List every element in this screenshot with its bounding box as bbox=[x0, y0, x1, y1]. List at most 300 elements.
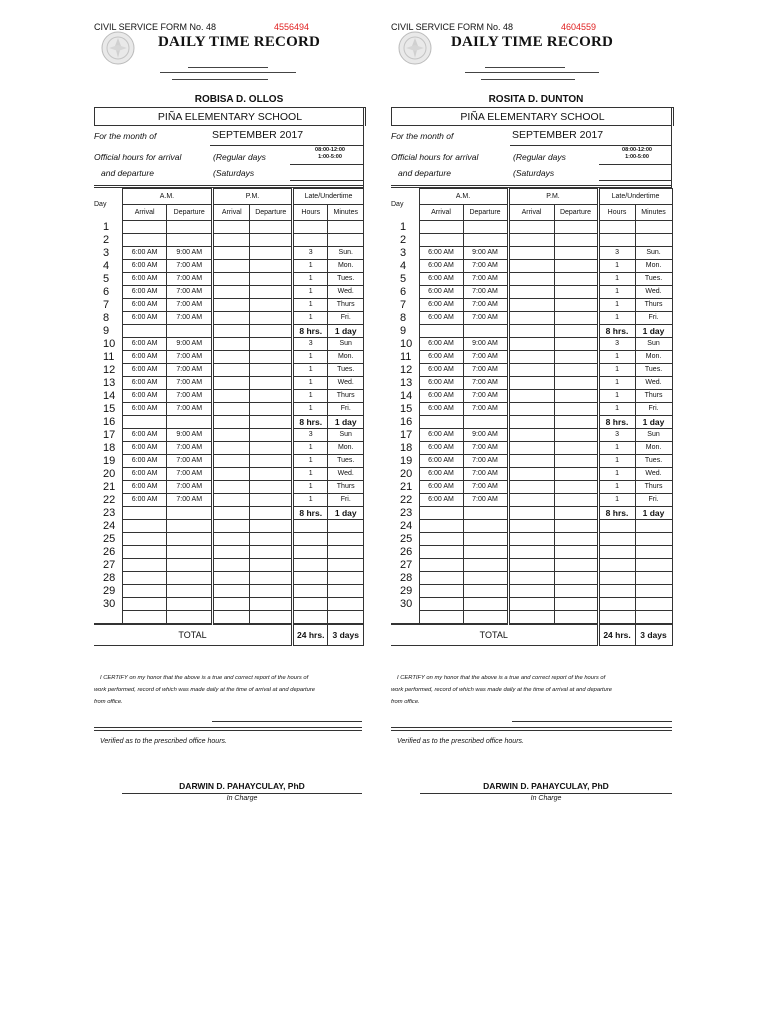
table-header-row bbox=[391, 189, 672, 205]
departure-header: Departure bbox=[554, 205, 598, 221]
total-days: 3 days bbox=[635, 624, 672, 646]
am-departure-cell: 7:00 AM bbox=[167, 286, 213, 299]
am-departure-cell bbox=[463, 546, 508, 559]
am-departure-cell bbox=[167, 533, 213, 546]
pm-departure-cell bbox=[250, 416, 293, 429]
pm-departure-cell bbox=[250, 273, 293, 286]
pm-departure-cell bbox=[250, 520, 293, 533]
pm-departure-cell bbox=[554, 559, 598, 572]
late-minutes-cell bbox=[635, 234, 672, 247]
am-header: A.M. bbox=[122, 189, 212, 205]
pm-arrival-cell bbox=[508, 520, 554, 533]
late-minutes-cell bbox=[635, 520, 672, 533]
employee-name: ROBISA D. OLLOS bbox=[194, 94, 284, 105]
day-number: 29 bbox=[94, 585, 122, 598]
late-minutes-cell: Wed. bbox=[635, 377, 672, 390]
pm-departure-cell bbox=[554, 455, 598, 468]
am-arrival-cell: 6:00 AM bbox=[419, 338, 463, 351]
day-number: 30 bbox=[94, 598, 122, 611]
pm-arrival-cell bbox=[508, 338, 554, 351]
am-arrival-cell bbox=[122, 533, 167, 546]
arrival-header: Arrival bbox=[508, 205, 554, 221]
late-minutes-cell: Wed. bbox=[328, 377, 364, 390]
page-title: DAILY TIME RECORD bbox=[450, 34, 614, 50]
table-row bbox=[391, 390, 672, 403]
am-arrival-cell: 6:00 AM bbox=[122, 442, 167, 455]
pm-departure-cell bbox=[250, 442, 293, 455]
am-arrival-cell bbox=[419, 234, 463, 247]
late-hours-cell: 1 bbox=[293, 351, 328, 364]
table-row bbox=[391, 520, 672, 533]
am-arrival-cell: 6:00 AM bbox=[419, 377, 463, 390]
pm-departure-cell bbox=[250, 247, 293, 260]
am-departure-cell bbox=[167, 520, 213, 533]
school-name: PIÑA ELEMENTARY SCHOOL bbox=[391, 107, 674, 126]
pm-departure-cell bbox=[554, 546, 598, 559]
pm-departure-cell bbox=[250, 299, 293, 312]
pm-departure-cell bbox=[554, 533, 598, 546]
official-hours-pm: 1:00-5:00 bbox=[625, 154, 649, 160]
late-hours-cell bbox=[598, 585, 635, 598]
day-number: 5 bbox=[391, 273, 419, 286]
employee-name: ROSITA D. DUNTON bbox=[488, 94, 584, 105]
late-hours-cell: 3 bbox=[293, 247, 328, 260]
in-charge-title: In Charge bbox=[530, 795, 562, 802]
late-hours-cell: 1 bbox=[598, 273, 635, 286]
day-number: 11 bbox=[94, 351, 122, 364]
late-hours-cell: 1 bbox=[293, 286, 328, 299]
day-number: 13 bbox=[94, 377, 122, 390]
am-departure-cell bbox=[167, 221, 213, 234]
table-row bbox=[391, 260, 672, 273]
table-row bbox=[391, 494, 672, 507]
page-title: DAILY TIME RECORD bbox=[157, 34, 321, 50]
divider bbox=[481, 79, 575, 80]
am-arrival-cell bbox=[122, 221, 167, 234]
late-minutes-cell bbox=[328, 572, 364, 585]
late-hours-cell bbox=[293, 559, 328, 572]
month-label: For the month of bbox=[391, 131, 454, 141]
late-hours-cell: 1 bbox=[293, 468, 328, 481]
late-hours-cell: 8 hrs. bbox=[598, 507, 635, 520]
pm-arrival-cell bbox=[213, 416, 250, 429]
am-departure-cell: 7:00 AM bbox=[167, 299, 213, 312]
month-label: For the month of bbox=[94, 131, 157, 141]
day-number bbox=[94, 611, 122, 625]
am-departure-cell: 7:00 AM bbox=[463, 299, 508, 312]
day-number: 26 bbox=[391, 546, 419, 559]
pm-arrival-cell bbox=[213, 546, 250, 559]
late-hours-cell: 1 bbox=[598, 377, 635, 390]
am-arrival-cell: 6:00 AM bbox=[419, 312, 463, 325]
table-row bbox=[391, 442, 672, 455]
pm-arrival-cell bbox=[508, 611, 554, 625]
am-arrival-cell bbox=[419, 533, 463, 546]
table-header-row bbox=[94, 189, 364, 205]
am-arrival-cell bbox=[419, 546, 463, 559]
pm-departure-cell bbox=[250, 286, 293, 299]
late-hours-cell: 1 bbox=[293, 312, 328, 325]
am-arrival-cell: 6:00 AM bbox=[419, 429, 463, 442]
pm-arrival-cell bbox=[508, 416, 554, 429]
pm-departure-cell bbox=[554, 325, 598, 338]
am-arrival-cell bbox=[122, 598, 167, 611]
pm-arrival-cell bbox=[213, 351, 250, 364]
day-number: 8 bbox=[391, 312, 419, 325]
pm-arrival-cell bbox=[213, 559, 250, 572]
day-number: 22 bbox=[391, 494, 419, 507]
table-row bbox=[94, 442, 364, 455]
table-row bbox=[94, 429, 364, 442]
late-hours-cell bbox=[598, 533, 635, 546]
late-minutes-cell: Mon. bbox=[328, 260, 364, 273]
in-charge-signature-line bbox=[122, 793, 362, 794]
am-departure-cell bbox=[167, 546, 213, 559]
am-arrival-cell: 6:00 AM bbox=[419, 390, 463, 403]
table-row bbox=[94, 533, 364, 546]
late-minutes-cell bbox=[635, 585, 672, 598]
late-hours-cell: 1 bbox=[598, 390, 635, 403]
late-minutes-cell: Tues. bbox=[635, 273, 672, 286]
pm-arrival-cell bbox=[508, 429, 554, 442]
pm-arrival-cell bbox=[213, 533, 250, 546]
pm-departure-cell bbox=[554, 520, 598, 533]
am-arrival-cell: 6:00 AM bbox=[122, 247, 167, 260]
am-arrival-cell: 6:00 AM bbox=[122, 273, 167, 286]
day-number: 27 bbox=[94, 559, 122, 572]
late-hours-cell bbox=[598, 611, 635, 625]
total-label: TOTAL bbox=[94, 624, 293, 646]
am-departure-cell bbox=[463, 572, 508, 585]
day-number: 25 bbox=[391, 533, 419, 546]
minutes-header: Minutes bbox=[328, 205, 364, 221]
am-departure-cell: 9:00 AM bbox=[463, 338, 508, 351]
late-hours-cell: 1 bbox=[598, 299, 635, 312]
table-row bbox=[94, 273, 364, 286]
am-departure-cell: 7:00 AM bbox=[463, 364, 508, 377]
late-hours-cell: 8 hrs. bbox=[293, 507, 328, 520]
late-hours-cell: 1 bbox=[598, 455, 635, 468]
late-hours-cell bbox=[293, 221, 328, 234]
day-number: 13 bbox=[391, 377, 419, 390]
pm-arrival-cell bbox=[213, 585, 250, 598]
table-row bbox=[391, 221, 672, 234]
day-number: 28 bbox=[94, 572, 122, 585]
am-arrival-cell: 6:00 AM bbox=[122, 260, 167, 273]
day-number: 3 bbox=[391, 247, 419, 260]
pm-arrival-cell bbox=[213, 247, 250, 260]
pm-departure-cell bbox=[250, 429, 293, 442]
day-number: 1 bbox=[94, 221, 122, 234]
late-minutes-cell: 1 day bbox=[635, 507, 672, 520]
month-value: SEPTEMBER 2017 bbox=[512, 129, 604, 141]
am-arrival-cell: 6:00 AM bbox=[122, 468, 167, 481]
am-departure-cell: 7:00 AM bbox=[167, 442, 213, 455]
pm-departure-cell bbox=[554, 247, 598, 260]
am-arrival-cell bbox=[122, 325, 167, 338]
late-hours-cell: 3 bbox=[598, 429, 635, 442]
table-row bbox=[94, 351, 364, 364]
day-number: 12 bbox=[94, 364, 122, 377]
day-number: 11 bbox=[391, 351, 419, 364]
late-minutes-cell bbox=[635, 572, 672, 585]
pm-arrival-cell bbox=[508, 390, 554, 403]
late-minutes-cell: Fri. bbox=[635, 312, 672, 325]
pm-arrival-cell bbox=[213, 598, 250, 611]
am-departure-cell bbox=[167, 598, 213, 611]
pm-departure-cell bbox=[250, 507, 293, 520]
pm-departure-cell bbox=[250, 481, 293, 494]
late-minutes-cell bbox=[328, 611, 364, 625]
pm-arrival-cell bbox=[508, 325, 554, 338]
pm-arrival-cell bbox=[508, 598, 554, 611]
day-number: 2 bbox=[94, 234, 122, 247]
am-arrival-cell: 6:00 AM bbox=[419, 299, 463, 312]
am-arrival-cell: 6:00 AM bbox=[419, 494, 463, 507]
late-minutes-cell: Thurs bbox=[635, 299, 672, 312]
pm-arrival-cell bbox=[508, 442, 554, 455]
late-minutes-cell bbox=[328, 221, 364, 234]
late-minutes-cell: Sun bbox=[635, 429, 672, 442]
day-number: 23 bbox=[94, 507, 122, 520]
pm-departure-cell bbox=[250, 598, 293, 611]
table-row bbox=[391, 416, 672, 429]
pm-departure-cell bbox=[554, 234, 598, 247]
late-minutes-cell: Mon. bbox=[635, 442, 672, 455]
late-minutes-cell: 1 day bbox=[635, 416, 672, 429]
table-row bbox=[391, 403, 672, 416]
total-days: 3 days bbox=[328, 624, 364, 646]
pm-departure-cell bbox=[554, 507, 598, 520]
day-number: 15 bbox=[391, 403, 419, 416]
am-departure-cell bbox=[167, 611, 213, 625]
day-number: 5 bbox=[94, 273, 122, 286]
pm-arrival-cell bbox=[213, 442, 250, 455]
table-row bbox=[94, 299, 364, 312]
am-departure-cell: 7:00 AM bbox=[463, 468, 508, 481]
pm-departure-cell bbox=[554, 572, 598, 585]
day-number: 17 bbox=[94, 429, 122, 442]
day-number: 28 bbox=[391, 572, 419, 585]
table-subheader-row bbox=[391, 205, 672, 221]
late-minutes-cell: Sun bbox=[328, 429, 364, 442]
late-hours-cell: 1 bbox=[293, 455, 328, 468]
day-number: 21 bbox=[94, 481, 122, 494]
day-number: 14 bbox=[391, 390, 419, 403]
am-departure-cell: 9:00 AM bbox=[463, 429, 508, 442]
pm-departure-cell bbox=[250, 455, 293, 468]
pm-departure-cell bbox=[554, 429, 598, 442]
am-arrival-cell: 6:00 AM bbox=[122, 351, 167, 364]
am-departure-cell bbox=[167, 416, 213, 429]
am-departure-cell bbox=[167, 325, 213, 338]
table-row bbox=[391, 572, 672, 585]
am-departure-cell bbox=[463, 533, 508, 546]
day-number: 8 bbox=[94, 312, 122, 325]
pm-departure-cell bbox=[554, 377, 598, 390]
late-minutes-cell: Mon. bbox=[328, 351, 364, 364]
am-departure-cell: 9:00 AM bbox=[463, 247, 508, 260]
late-header: Late/Undertime bbox=[598, 189, 672, 205]
am-departure-cell: 7:00 AM bbox=[463, 403, 508, 416]
day-number: 16 bbox=[391, 416, 419, 429]
saturdays-label: (Saturdays bbox=[513, 168, 555, 178]
pm-departure-cell bbox=[554, 494, 598, 507]
am-departure-cell: 7:00 AM bbox=[167, 403, 213, 416]
table-row bbox=[391, 468, 672, 481]
arrival-header: Arrival bbox=[419, 205, 463, 221]
pm-header: P.M. bbox=[508, 189, 598, 205]
table-row bbox=[391, 481, 672, 494]
am-departure-cell bbox=[463, 507, 508, 520]
day-number: 10 bbox=[391, 338, 419, 351]
am-arrival-cell bbox=[122, 611, 167, 625]
late-minutes-cell: 1 day bbox=[328, 416, 364, 429]
late-hours-cell: 3 bbox=[598, 338, 635, 351]
late-hours-cell: 1 bbox=[293, 390, 328, 403]
am-arrival-cell: 6:00 AM bbox=[419, 273, 463, 286]
late-hours-cell bbox=[293, 533, 328, 546]
late-minutes-cell: Mon. bbox=[328, 442, 364, 455]
pm-departure-cell bbox=[250, 377, 293, 390]
table-row bbox=[94, 455, 364, 468]
table-row bbox=[94, 598, 364, 611]
table-row bbox=[94, 377, 364, 390]
late-hours-cell: 1 bbox=[293, 273, 328, 286]
divider bbox=[465, 72, 599, 73]
pm-departure-cell bbox=[250, 533, 293, 546]
minutes-header: Minutes bbox=[635, 205, 672, 221]
late-hours-cell: 1 bbox=[293, 299, 328, 312]
am-departure-cell: 7:00 AM bbox=[167, 390, 213, 403]
am-departure-cell: 7:00 AM bbox=[463, 390, 508, 403]
day-number: 10 bbox=[94, 338, 122, 351]
am-arrival-cell bbox=[419, 416, 463, 429]
am-arrival-cell bbox=[419, 325, 463, 338]
am-arrival-cell: 6:00 AM bbox=[122, 494, 167, 507]
day-number: 30 bbox=[391, 598, 419, 611]
am-departure-cell bbox=[463, 585, 508, 598]
pm-departure-cell bbox=[554, 468, 598, 481]
late-minutes-cell bbox=[328, 585, 364, 598]
day-number: 2 bbox=[391, 234, 419, 247]
am-arrival-cell bbox=[419, 611, 463, 625]
pm-departure-cell bbox=[554, 299, 598, 312]
pm-arrival-cell bbox=[508, 455, 554, 468]
table-row bbox=[94, 364, 364, 377]
am-arrival-cell bbox=[122, 234, 167, 247]
late-minutes-cell: Thurs bbox=[328, 299, 364, 312]
am-arrival-cell bbox=[419, 598, 463, 611]
am-departure-cell bbox=[463, 611, 508, 625]
table-row bbox=[94, 260, 364, 273]
late-minutes-cell: Tues. bbox=[635, 455, 672, 468]
official-hours-label-2: and departure bbox=[398, 168, 451, 178]
pm-arrival-cell bbox=[508, 247, 554, 260]
am-arrival-cell bbox=[122, 507, 167, 520]
pm-arrival-cell bbox=[508, 546, 554, 559]
divider bbox=[160, 72, 296, 73]
pm-arrival-cell bbox=[508, 260, 554, 273]
departure-header: Departure bbox=[463, 205, 508, 221]
late-minutes-cell: Wed. bbox=[328, 468, 364, 481]
pm-departure-cell bbox=[250, 403, 293, 416]
pm-arrival-cell bbox=[508, 468, 554, 481]
table-row bbox=[391, 585, 672, 598]
divider bbox=[172, 79, 268, 80]
late-hours-cell: 1 bbox=[293, 403, 328, 416]
table-row bbox=[391, 546, 672, 559]
day-number: 4 bbox=[94, 260, 122, 273]
am-departure-cell: 9:00 AM bbox=[167, 247, 213, 260]
day-number: 15 bbox=[94, 403, 122, 416]
pm-arrival-cell bbox=[213, 520, 250, 533]
pm-arrival-cell bbox=[213, 481, 250, 494]
month-value: SEPTEMBER 2017 bbox=[212, 129, 304, 141]
pm-arrival-cell bbox=[213, 364, 250, 377]
am-departure-cell: 7:00 AM bbox=[167, 364, 213, 377]
day-header: Day bbox=[94, 189, 122, 221]
table-row bbox=[391, 247, 672, 260]
pm-arrival-cell bbox=[213, 260, 250, 273]
am-departure-cell: 9:00 AM bbox=[167, 338, 213, 351]
pm-departure-cell bbox=[554, 390, 598, 403]
am-departure-cell: 7:00 AM bbox=[463, 260, 508, 273]
late-hours-cell bbox=[293, 585, 328, 598]
pm-departure-cell bbox=[554, 585, 598, 598]
late-hours-cell: 8 hrs. bbox=[598, 325, 635, 338]
table-row bbox=[94, 494, 364, 507]
late-minutes-cell: Mon. bbox=[635, 351, 672, 364]
pm-departure-cell bbox=[554, 273, 598, 286]
late-minutes-cell: Tues. bbox=[328, 364, 364, 377]
day-number: 4 bbox=[391, 260, 419, 273]
am-arrival-cell bbox=[419, 221, 463, 234]
am-departure-cell: 9:00 AM bbox=[167, 429, 213, 442]
am-arrival-cell: 6:00 AM bbox=[122, 429, 167, 442]
table-row bbox=[391, 273, 672, 286]
late-hours-cell: 1 bbox=[598, 403, 635, 416]
table-row bbox=[94, 416, 364, 429]
am-arrival-cell bbox=[122, 416, 167, 429]
pm-arrival-cell bbox=[213, 468, 250, 481]
am-departure-cell: 7:00 AM bbox=[167, 494, 213, 507]
pm-departure-cell bbox=[554, 286, 598, 299]
departure-header: Departure bbox=[250, 205, 293, 221]
pm-departure-cell bbox=[554, 442, 598, 455]
pm-departure-cell bbox=[250, 351, 293, 364]
late-hours-cell: 1 bbox=[598, 286, 635, 299]
late-minutes-cell: Wed. bbox=[635, 468, 672, 481]
regular-days-label: (Regular days bbox=[213, 152, 266, 162]
official-hours-pm: 1:00-5:00 bbox=[318, 154, 342, 160]
in-charge-title: In Charge bbox=[226, 795, 258, 802]
table-row bbox=[391, 234, 672, 247]
table-row bbox=[94, 403, 364, 416]
late-minutes-cell: Thurs bbox=[635, 481, 672, 494]
day-number: 12 bbox=[391, 364, 419, 377]
late-hours-cell bbox=[293, 234, 328, 247]
pm-arrival-cell bbox=[213, 403, 250, 416]
am-arrival-cell bbox=[419, 572, 463, 585]
am-arrival-cell: 6:00 AM bbox=[419, 468, 463, 481]
pm-arrival-cell bbox=[508, 364, 554, 377]
day-number: 9 bbox=[391, 325, 419, 338]
total-hours: 24 hrs. bbox=[598, 624, 635, 646]
am-departure-cell bbox=[463, 221, 508, 234]
late-hours-cell: 3 bbox=[598, 247, 635, 260]
day-number: 1 bbox=[391, 221, 419, 234]
